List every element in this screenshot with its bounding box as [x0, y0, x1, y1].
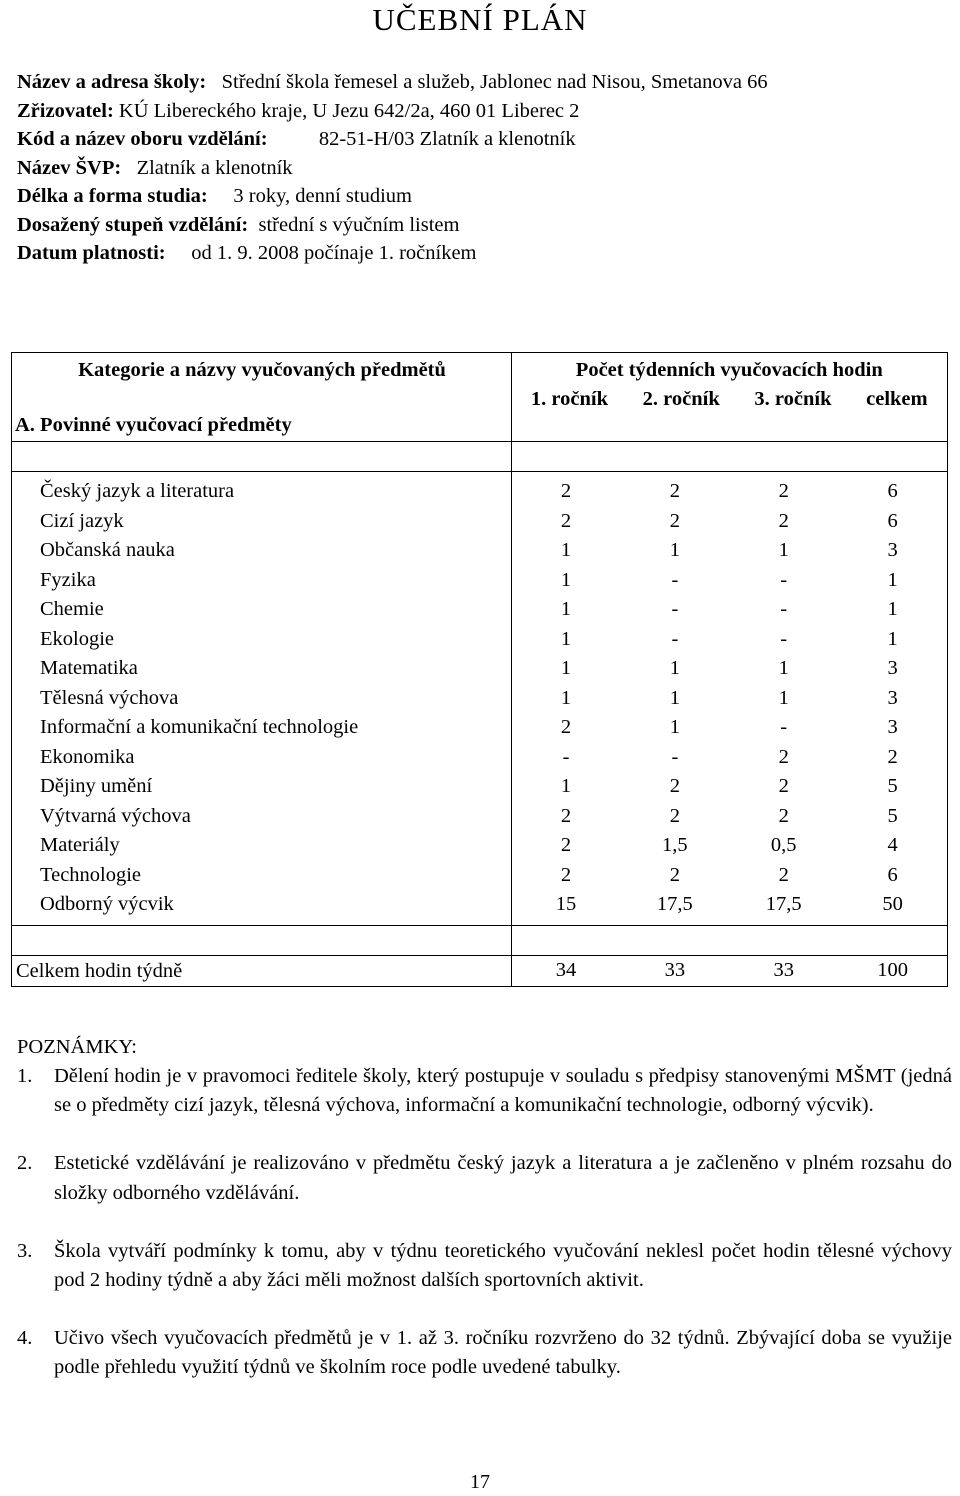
subject-name: Občanská nauka [40, 539, 175, 561]
hours-cell: 1 [669, 657, 680, 679]
hours-cell: 0,5 [770, 834, 797, 856]
subject-name: Matematika [40, 657, 138, 679]
subject-name: Materiály [40, 834, 120, 856]
note-number: 1. [17, 1065, 33, 1087]
info-value: Zlatník a klenotník [136, 157, 293, 179]
hours-cell: 1 [560, 568, 572, 591]
hours-cell: - [780, 598, 788, 620]
hours-values [511, 472, 947, 926]
total-values [511, 955, 947, 986]
hours-cell: 4 [887, 834, 898, 856]
note-text: Dělení hodin je v pravomoci ředitele školy, který postupuje v souladu s předpisy stanovenými MŠMT (jedná se o předměty cizí jazyk, tělesná výchova, informační a komunikační technologie, odborný výcvik). [54, 1065, 952, 1117]
info-label: Datum platnosti: [17, 242, 166, 264]
info-value: střední s výučním listem [258, 214, 460, 236]
subject-name: Tělesná výchova [40, 686, 179, 709]
subject-name: Technologie [40, 863, 142, 886]
hours-row [512, 684, 947, 714]
hours-cell: 2 [669, 863, 680, 886]
hours-cell: 1 [887, 568, 898, 591]
note-text: Škola vytváří podmínky k tomu, aby v týdnu teoretického vyučování neklesl počet hodin tělesné výchovy pod 2 hodiny týdně a aby žáci měli možnost dalších sportovních aktivit. [54, 1239, 952, 1292]
hours-cell: 50 [882, 893, 903, 915]
hours-cell: 1,5 [662, 834, 688, 856]
note-item [17, 1062, 952, 1120]
notes-heading: POZNÁMKY: [17, 1036, 137, 1058]
hours-cell: 2 [560, 834, 572, 856]
hours-cell: - [671, 745, 679, 768]
table-header-row [12, 353, 948, 442]
hours-cell: - [780, 716, 788, 738]
info-line-field-code [17, 127, 576, 151]
spacer-row [12, 442, 948, 472]
hours-cell: 2 [669, 509, 680, 532]
hours-cell: 3 [887, 716, 898, 738]
hours-cell: 1 [560, 657, 572, 679]
hours-cell: 3 [887, 539, 898, 561]
hours-cell: 2 [887, 745, 898, 768]
total-cell: 100 [877, 958, 908, 981]
hours-cell: 1 [669, 716, 680, 738]
note-item [17, 1149, 952, 1207]
info-value: 82-51-H/03 Zlatník a klenotník [318, 128, 576, 150]
hours-cell: 1 [560, 598, 572, 620]
note-item [17, 1237, 952, 1295]
info-line-validity [17, 241, 477, 265]
hours-row [512, 625, 947, 655]
hours-cell: 1 [887, 598, 898, 620]
info-value: 3 roky, denní studium [233, 185, 412, 207]
hours-cell: 2 [778, 480, 789, 502]
subject-name: Odborný výcvik [40, 893, 174, 915]
info-value: Střední škola řemesel a služeb, Jablonec nad Nisou, Smetanova 66 [221, 71, 768, 93]
total-cell: 33 [664, 958, 686, 981]
hours-cell: 2 [778, 804, 789, 827]
empty-cell [12, 925, 512, 955]
hours-cell: 2 [669, 480, 680, 502]
info-value: od 1. 9. 2008 počínaje 1. ročníkem [191, 242, 477, 264]
info-line-svp-name [17, 156, 293, 180]
hours-cell: - [671, 598, 679, 620]
total-cell: 34 [555, 958, 577, 981]
hours-cell: 2 [778, 775, 789, 797]
hours-row [512, 536, 947, 566]
info-line-study-length [17, 184, 412, 208]
hours-cell: 1 [669, 539, 680, 561]
page-number: 17 [470, 1471, 490, 1493]
hours-cell: 3 [887, 657, 898, 679]
subject-name: Ekologie [40, 627, 115, 650]
note-item [17, 1324, 952, 1382]
info-line-education-level [17, 213, 459, 237]
info-line-founder [17, 99, 579, 123]
hours-row [512, 477, 947, 507]
hours-cell: 2 [778, 745, 789, 768]
hours-cell: 17,5 [765, 893, 802, 915]
hours-row [512, 507, 947, 537]
hours-row [512, 890, 947, 920]
info-label: Zřizovatel: [17, 100, 114, 122]
hours-cell: 2 [778, 863, 789, 886]
hours-cell: 15 [555, 893, 577, 915]
hours-cell: 2 [560, 509, 572, 532]
info-line-school [17, 70, 768, 94]
info-label: Název a adresa školy: [17, 71, 207, 93]
info-label: Délka a forma studia: [17, 185, 208, 207]
empty-cell [12, 442, 512, 472]
total-row [12, 955, 948, 986]
hours-row [512, 713, 947, 743]
hours-cell: 1 [560, 539, 572, 561]
note-text: Estetické vzdělávání je realizováno v předmětu český jazyk a literatura a je začleněno v plném rozsahu do složky odborného vzdělávání. [54, 1152, 952, 1204]
hours-cell: 2 [560, 480, 572, 502]
hours-row [512, 743, 947, 773]
hours-cell: 6 [887, 509, 898, 532]
hours-row [512, 802, 947, 832]
year-columns [512, 385, 947, 414]
hours-cell: 17,5 [656, 893, 693, 915]
hours-row [512, 654, 947, 684]
hours-cell: - [562, 745, 570, 768]
hours-row [512, 831, 947, 861]
info-label: Dosažený stupeň vzdělání: [17, 214, 249, 236]
column-header: 1. ročník [530, 388, 608, 410]
subject-name: Výtvarná výchova [40, 804, 191, 827]
total-label: Celkem hodin týdně [12, 955, 512, 986]
hours-cell: 1 [560, 627, 572, 650]
subject-name: Chemie [40, 598, 104, 620]
hours-row [512, 861, 947, 891]
subject-name: Cizí jazyk [40, 509, 124, 532]
spacer-row [12, 925, 948, 955]
hours-cell: 1 [778, 686, 789, 709]
hours-cell: - [780, 627, 788, 650]
subject-name: Ekonomika [40, 745, 135, 768]
hours-row [512, 566, 947, 596]
hours-cell: 2 [560, 804, 572, 827]
hours-cell: 2 [669, 775, 680, 797]
column-header: celkem [866, 388, 928, 410]
hours-cell: 2 [560, 716, 572, 738]
subjects-row [12, 472, 948, 926]
hours-cell: 5 [887, 804, 898, 827]
note-number: 2. [17, 1152, 33, 1175]
hours-cell: 2 [778, 509, 789, 532]
note-text: Učivo všech vyučovacích předmětů je v 1. až 3. ročníku rozvrženo do 32 týdnů. Zbývající doba se využije podle přehledu využití týdnů ve školním roce podle uvedené tabulky. [54, 1327, 952, 1379]
column-header: 2. ročník [642, 388, 720, 410]
note-number: 3. [17, 1239, 33, 1262]
empty-cell [511, 442, 947, 472]
subject-name: Dějiny umění [40, 775, 153, 797]
info-label: Kód a název oboru vzdělání: [17, 128, 268, 150]
hours-cell: - [780, 568, 788, 591]
subject-name: Český jazyk a literatura [40, 480, 235, 502]
notes-section [17, 1033, 952, 1412]
hours-cell: - [671, 568, 679, 591]
hours-header-cell [511, 353, 947, 442]
curriculum-table [11, 352, 948, 987]
hours-cell: 1 [669, 686, 680, 709]
hours-row [512, 772, 947, 802]
hours-cell: 1 [887, 627, 898, 650]
hours-cell: 3 [887, 686, 898, 709]
hours-cell: 1 [560, 686, 572, 709]
column-header: 3. ročník [754, 388, 832, 410]
hours-cell: 2 [560, 863, 572, 886]
subject-list [12, 472, 512, 926]
subject-name: Fyzika [40, 568, 96, 591]
info-value: KÚ Libereckého kraje, U Jezu 642/2a, 460 01 Liberec 2 [118, 100, 580, 122]
hours-cell: 6 [887, 480, 898, 502]
hours-cell: 1 [778, 657, 789, 679]
page-title: UČEBNÍ PLÁN [372, 2, 588, 37]
info-label: Název ŠVP: [17, 157, 122, 179]
hours-row [512, 595, 947, 625]
hours-cell: - [671, 627, 679, 650]
note-number: 4. [17, 1327, 33, 1350]
hours-header: Počet týdenních vyučovacích hodin [575, 359, 883, 381]
hours-row [512, 956, 947, 986]
hours-cell: 5 [887, 775, 898, 797]
category-header-cell [12, 353, 512, 442]
total-cell: 33 [773, 958, 794, 981]
subject-name: Informační a komunikační technologie [40, 716, 359, 738]
empty-cell [511, 925, 947, 955]
hours-cell: 1 [560, 775, 572, 797]
hours-cell: 1 [778, 539, 789, 561]
hours-cell: 6 [887, 863, 898, 886]
category-header: Kategorie a názvy vyučovaných předmětů [78, 359, 446, 381]
hours-cell: 2 [669, 804, 680, 827]
section-label: A. Povinné vyučovací předměty [15, 414, 292, 436]
